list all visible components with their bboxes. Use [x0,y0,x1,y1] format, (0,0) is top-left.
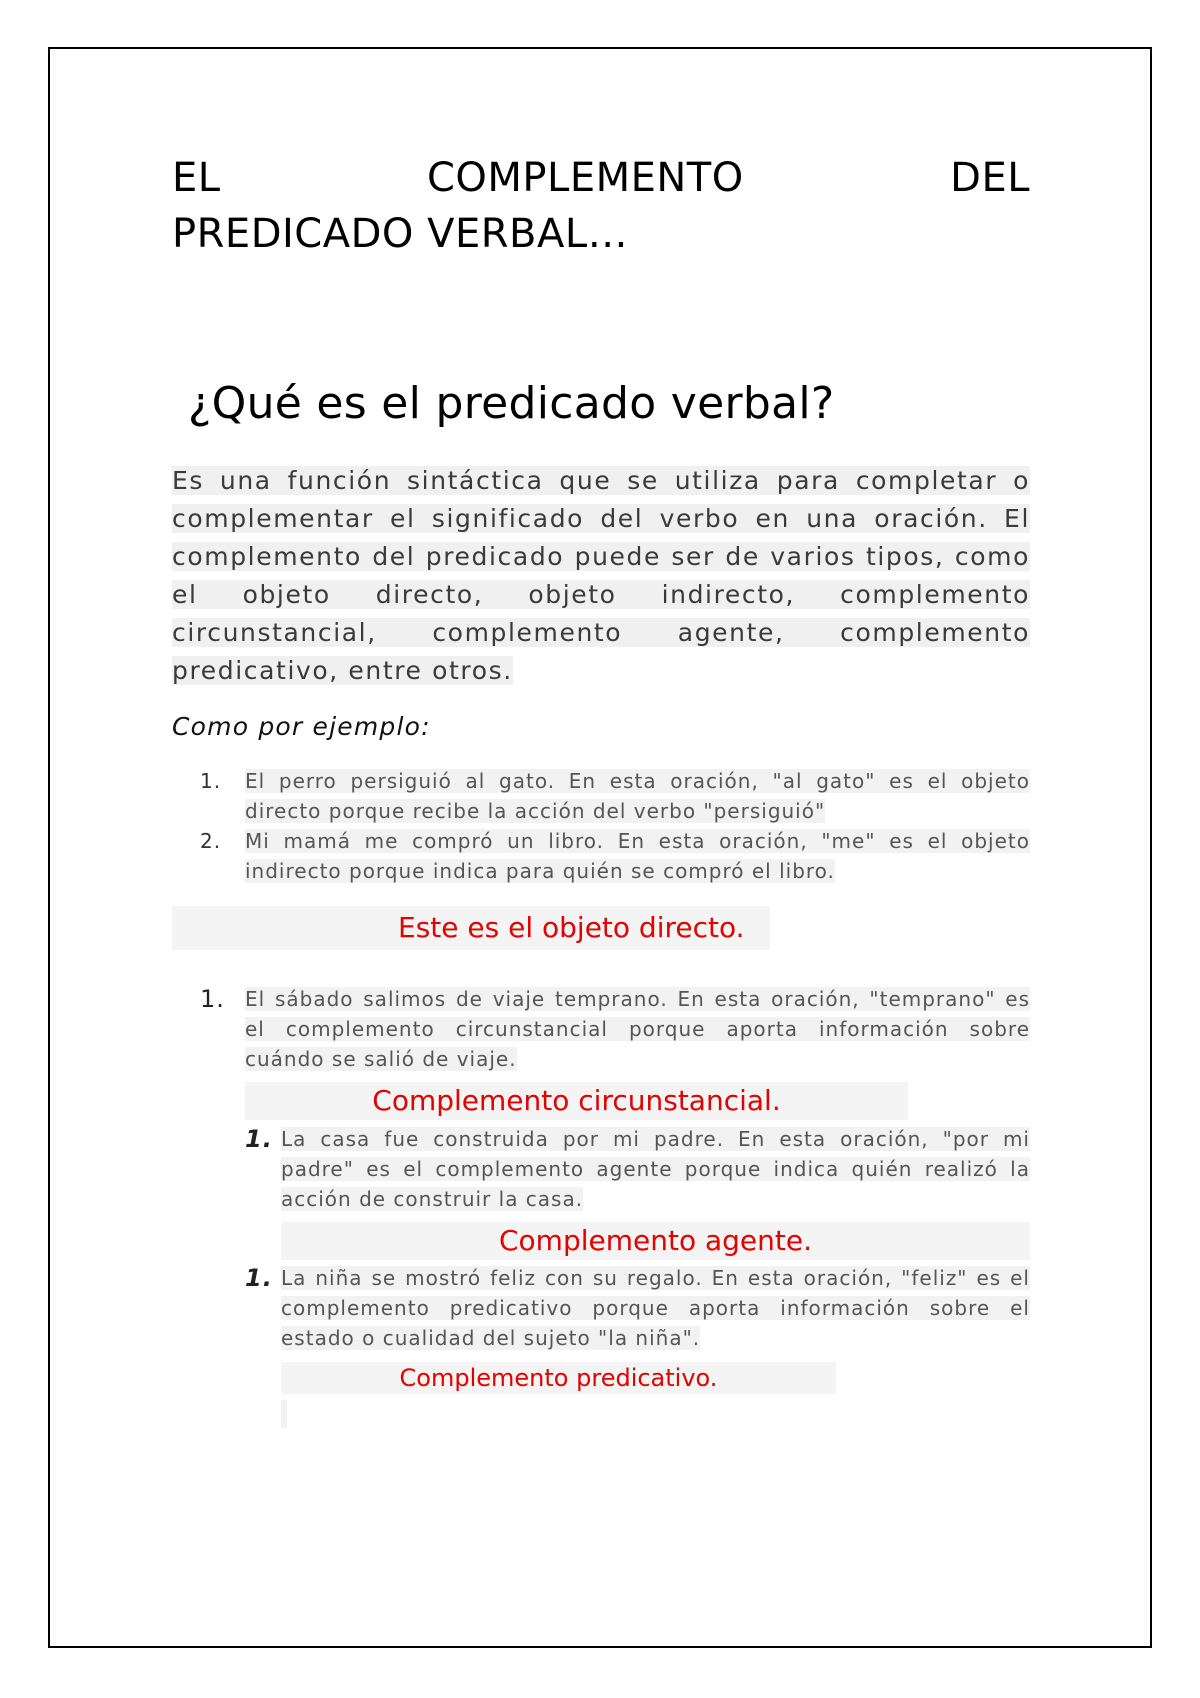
definition-paragraph [172,462,1030,690]
list-item [245,1124,1030,1214]
circumstantial-list [200,984,1030,1074]
label-agent: Complemento agente. [281,1222,1030,1260]
definition-text: Es una función sintáctica que se utiliza para completar o complementar el significado del verbo en una oración. El complemento del predicado puede ser de varios tipos, como el objeto directo, objeto indirecto, complemento circunstancial, complemento agente, complemento predicativo, entre otros. [172,466,1030,685]
predicative-text: La niña se mostró feliz con su regalo. En esta oración, "feliz" es el complemento predicativo porque aporta información sobre el estado o cualidad del sujeto "la niña". [281,1266,1030,1350]
label-circumstantial: Complemento circunstancial. [245,1082,908,1120]
list-number: 2. [200,829,222,853]
list-item [200,826,1030,886]
agent-text: La casa fue construida por mi padre. En esta oración, "por mi padre" es el complemento agente porque indica quién realizó la acción de construir la casa. [281,1127,1030,1211]
label-predicative: Complemento predicativo. [281,1362,836,1394]
example-indirect-text: Mi mamá me compró un libro. En esta oración, "me" es el objeto indirecto porque indica para quién se compró el libro. [245,829,1030,883]
list-number: 1. [245,1264,273,1292]
title-word-1: EL [172,155,221,201]
list-item-text [245,826,1030,886]
section-heading: ¿Qué es el predicado verbal? [188,378,835,429]
list-item-text [281,1263,1030,1353]
example-direct-text: El perro persiguió al gato. En esta oración, "al gato" es el objeto directo porque recibe la acción del verbo "persiguió" [245,769,1030,823]
title-line-2: PREDICADO VERBAL… [172,211,629,257]
circumstantial-text: El sábado salimos de viaje temprano. En esta oración, "temprano" es el complemento circunstancial porque aporta información sobre cuándo se salió de viaje. [245,987,1030,1071]
list-item-text [245,766,1030,826]
list-number: 1. [200,769,222,793]
agent-list [245,1124,1030,1214]
list-number: 1. [200,985,225,1013]
list-item-text [245,984,1030,1074]
list-item [200,766,1030,826]
example-list [200,766,1030,886]
list-item [200,984,1030,1074]
title-block [172,150,1030,262]
title-line-1 [172,150,1030,206]
example-label: Como por ejemplo: [172,712,431,741]
list-item [245,1263,1030,1353]
label-direct: Este es el objeto directo. [398,906,747,950]
title-word-2: COMPLEMENTO [426,155,744,201]
list-number: 1. [245,1125,273,1153]
predicative-list [245,1263,1030,1353]
empty-paragraph-mark [281,1400,287,1428]
list-item-text [281,1124,1030,1214]
title-word-3: DEL [950,155,1030,201]
document-title [172,150,1030,262]
